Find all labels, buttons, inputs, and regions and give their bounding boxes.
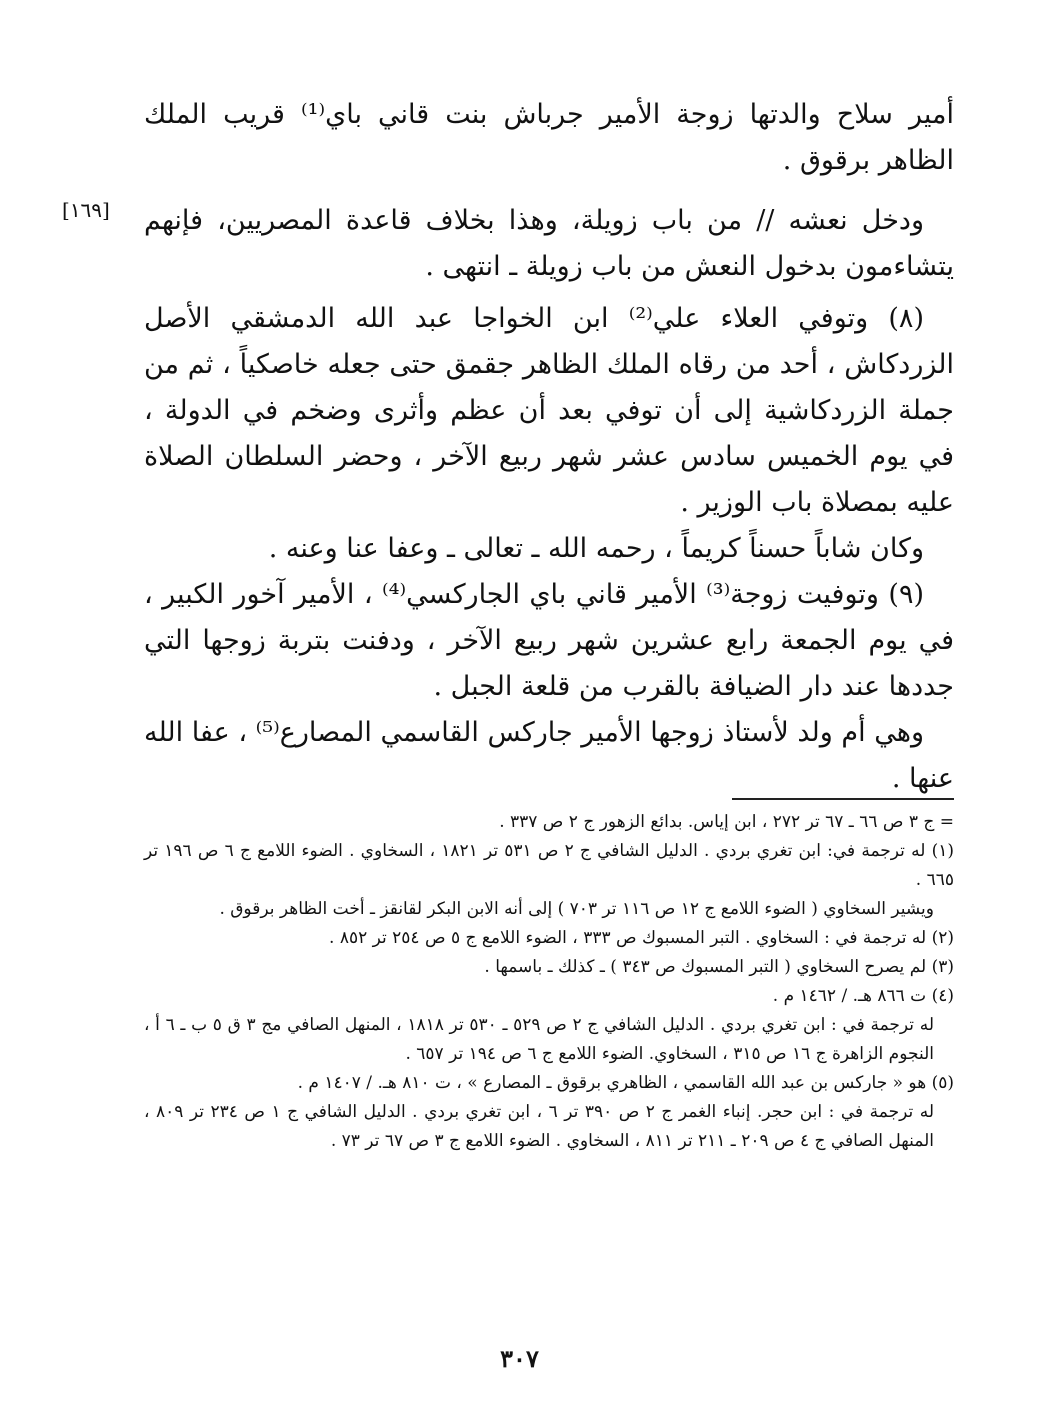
footnote-continuation: = ج ٣ ص ٦٦ ـ ٦٧ تر ٢٧٢ ، ابن إياس. بدائع الزهور ج ٢ ص ٣٣٧ . (499, 812, 954, 832)
footnotes (144, 808, 954, 1156)
paragraph-3: (٨) وتوفي العلاء علي⁽²⁾ ابن الخواجا عبد الله الدمشقي الأصل الزردكاش ، أحد من رقاه الملك الظاهر جقمق حتى جعله خاصكياً ، ثم من جملة الزردكاشية إلى أن توفي بعد أن عظم وأثرى وضخم في الدولة ، في يوم الخميس سادس عشر شهر ربيع الآخر ، وحضر السلطان الصلاة عليه بمصلاة باب الوزير . (144, 303, 954, 518)
footnote-5-note: له ترجمة في : ابن حجر. إنباء الغمر ج ٢ ص ٣٩٠ تر ٦ ، ابن تغري بردي . الدليل الشافي ج ١ ص ٢٣٤ تر ٨٠٩ ، المنهل الصافي ج ٤ ص ٢٠٩ ـ ٢١١ تر ٨١١ ، السخاوي . الضوء اللامع ج ٣ ص ٦٧ تر ٧٣ . (144, 1102, 935, 1151)
footnote-1-note: ويشير السخاوي ( الضوء اللامع ج ١٢ ص ١١٦ تر ٧٠٣ ) إلى أنه الابن البكر لقانقز ـ أخت الظاهر برقوق . (219, 899, 934, 919)
footnote-separator (732, 798, 954, 800)
paragraph-1: أمير سلاح والدتها زوجة الأمير جرباش بنت قاني باي⁽¹⁾ قريب الملك الظاهر برقوق . (144, 99, 954, 176)
page-number: ٣٠٧ (500, 1344, 539, 1373)
paragraph-6: وهي أم ولد لأستاذ زوجها الأمير جاركس القاسمي المصارع⁽⁵⁾ ، عفا الله عنها . (144, 717, 954, 794)
paragraph-5: (٩) وتوفيت زوجة⁽³⁾ الأمير قاني باي الجاركسي⁽⁴⁾ ، الأمير آخور الكبير ، في يوم الجمعة رابع عشرين شهر ربيع الآخر ، ودفنت بتربة زوجها التي جددها عند دار الضيافة بالقرب من قلعة الجبل . (144, 579, 954, 702)
paragraph-2: ودخل نعشه // من باب زويلة، وهذا بخلاف قاعدة المصريين، فإنهم يتشاءمون بدخول النعش من باب زويلة ـ انتهى . (144, 205, 954, 282)
footnote-2: (٢) له ترجمة في : السخاوي . التبر المسبوك ص ٣٣٣ ، الضوء اللامع ج ٥ ص ٢٥٤ تر ٨٥٢ . (329, 928, 954, 948)
footnote-3: (٣) لم يصرح السخاوي ( التبر المسبوك ص ٣٤٣ ) ـ كذلك ـ باسمها . (484, 957, 954, 977)
paragraph-4: وكان شاباً حسناً كريماً ، رحمه الله ـ تعالى ـ وعفا عنا وعنه . (268, 533, 924, 564)
footnote-5: (٥) هو « جاركس بن عبد الله القاسمي ، الظاهري برقوق ـ المصارع » ، ت ٨١٠ هـ. / ١٤٠٧ م . (297, 1073, 954, 1093)
main-text (144, 92, 954, 802)
footnote-4: (٤) ت ٨٦٦ هـ. / ١٤٦٢ م . (772, 986, 954, 1006)
footnote-1: (١) له ترجمة في: ابن تغري بردي . الدليل الشافي ج ٢ ص ٥٣١ تر ١٨٢١ ، السخاوي . الضوء اللامع ج ٦ ص ١٩٦ تر ٦٦٥ . (144, 841, 954, 890)
footnote-4-note: له ترجمة في : ابن تغري بردي . الدليل الشافي ج ٢ ص ٥٢٩ ـ ٥٣٠ تر ١٨١٨ ، المنهل الصافي مج ٣ ق ٥ ب ـ ٦ أ ، النجوم الزاهرة ج ١٦ ص ٣١٥ ، السخاوي. الضوء اللامع ج ٦ ص ١٩٤ تر ٦٥٧ . (144, 1015, 934, 1064)
manuscript-folio-marker: [١٦٩] (62, 198, 110, 222)
